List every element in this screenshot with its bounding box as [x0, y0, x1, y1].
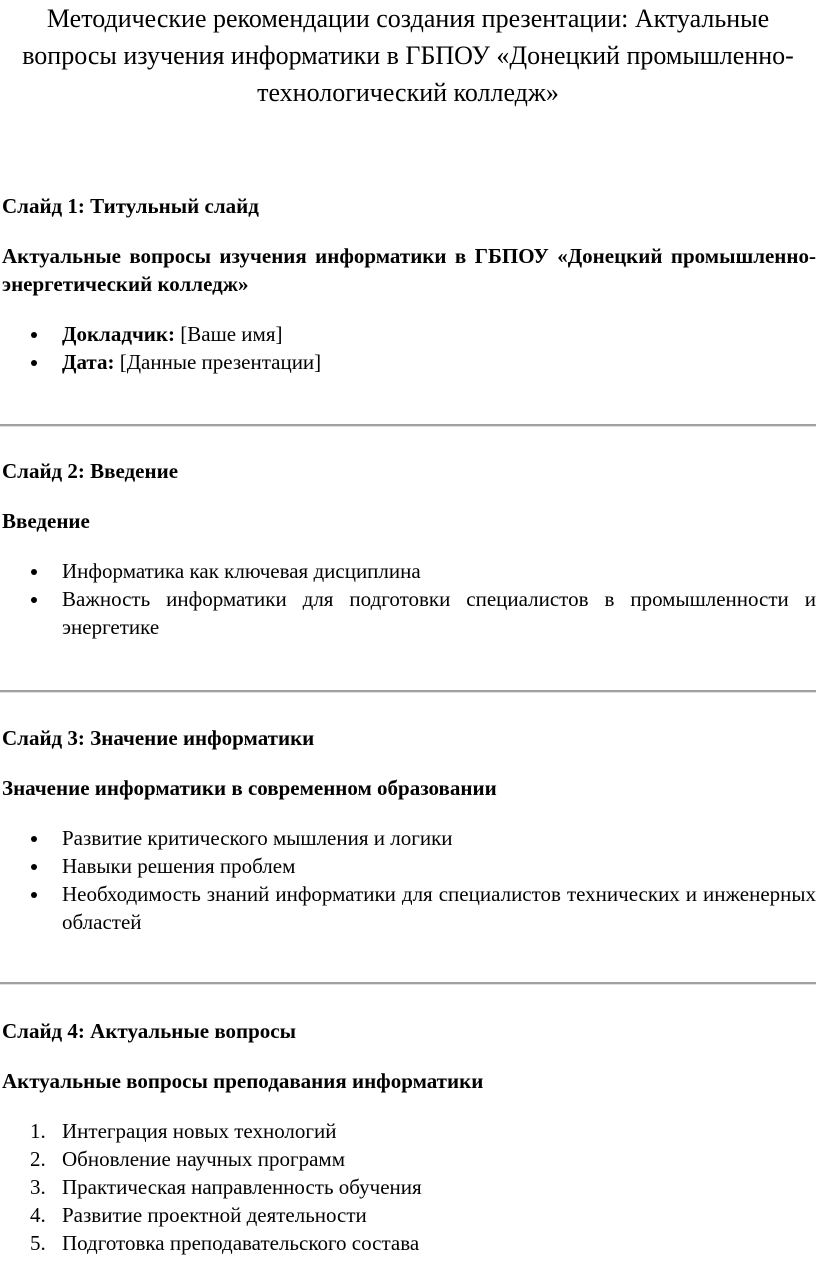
list-item-label: Докладчик:	[62, 322, 175, 346]
list-item-text: Навыки решения проблем	[62, 854, 296, 878]
list-item	[2, 824, 816, 852]
bullet-icon	[31, 597, 37, 603]
list-item-text: [Данные презентации]	[114, 350, 322, 374]
bullet-icon	[31, 836, 37, 842]
list-item	[2, 585, 816, 641]
slide-3-subheading: Значение информатики в современном образовании	[2, 776, 497, 800]
bullet-icon	[31, 864, 37, 870]
section-divider	[0, 424, 816, 427]
list-item	[2, 1145, 816, 1173]
section-divider	[0, 982, 816, 985]
bullet-icon	[31, 569, 37, 575]
list-number: 4.	[30, 1203, 46, 1227]
list-item-text: [Ваше имя]	[175, 322, 283, 346]
slide-2-heading: Слайд 2: Введение	[2, 459, 179, 483]
list-number: 5.	[30, 1231, 46, 1255]
list-number: 2.	[30, 1147, 46, 1171]
slide-2-subheading: Введение	[2, 509, 90, 533]
slide-3-list	[2, 824, 816, 936]
slide-1-subheading: Актуальные вопросы изучения информатики в ГБПОУ «Донецкий промышленно-энергетический колледж»	[2, 244, 816, 296]
list-item-text: Развитие критического мышления и логики	[62, 826, 453, 850]
slide-2-list	[2, 557, 816, 641]
bullet-icon	[31, 360, 37, 366]
list-number: 1.	[30, 1119, 46, 1143]
slide-2-section	[2, 457, 816, 641]
list-item-text: Развитие проектной деятельности	[62, 1203, 367, 1227]
list-item-text: Обновление научных программ	[62, 1147, 345, 1171]
list-item	[2, 1173, 816, 1201]
list-item-text: Важность информатики для подготовки специалистов в промышленности и энергетике	[62, 587, 816, 639]
list-item	[2, 557, 816, 585]
list-item	[2, 320, 816, 348]
slide-1-heading: Слайд 1: Титульный слайд	[2, 194, 259, 218]
document-title: Методические рекомендации создания презентации: Актуальные вопросы изучения информатики в ГБПОУ «Донецкий промышленно-технологический колледж»	[22, 4, 794, 107]
list-item	[2, 1117, 816, 1145]
slide-3-heading: Слайд 3: Значение информатики	[2, 726, 315, 750]
slide-1-section	[2, 192, 816, 376]
list-item	[2, 348, 816, 376]
bullet-icon	[31, 332, 37, 338]
section-divider	[0, 690, 816, 693]
list-item-text: Практическая направленность обучения	[62, 1175, 422, 1199]
slide-3-section	[2, 724, 816, 936]
slide-4-heading: Слайд 4: Актуальные вопросы	[2, 1019, 297, 1043]
list-number: 3.	[30, 1175, 46, 1199]
list-item-text: Подготовка преподавательского состава	[62, 1231, 420, 1255]
list-item	[2, 1201, 816, 1229]
list-item-text: Необходимость знаний информатики для специалистов технических и инженерных областей	[62, 882, 816, 934]
list-item	[2, 1229, 816, 1257]
list-item	[2, 852, 816, 880]
slide-1-list	[2, 320, 816, 376]
slide-4-subheading: Актуальные вопросы преподавания информатики	[2, 1069, 484, 1093]
slide-4-list	[2, 1117, 816, 1257]
list-item-text: Информатика как ключевая дисциплина	[62, 559, 421, 583]
slide-4-section	[2, 1017, 816, 1257]
bullet-icon	[31, 892, 37, 898]
list-item-label: Дата:	[62, 350, 115, 374]
list-item	[2, 880, 816, 936]
list-item-text: Интеграция новых технологий	[62, 1119, 337, 1143]
